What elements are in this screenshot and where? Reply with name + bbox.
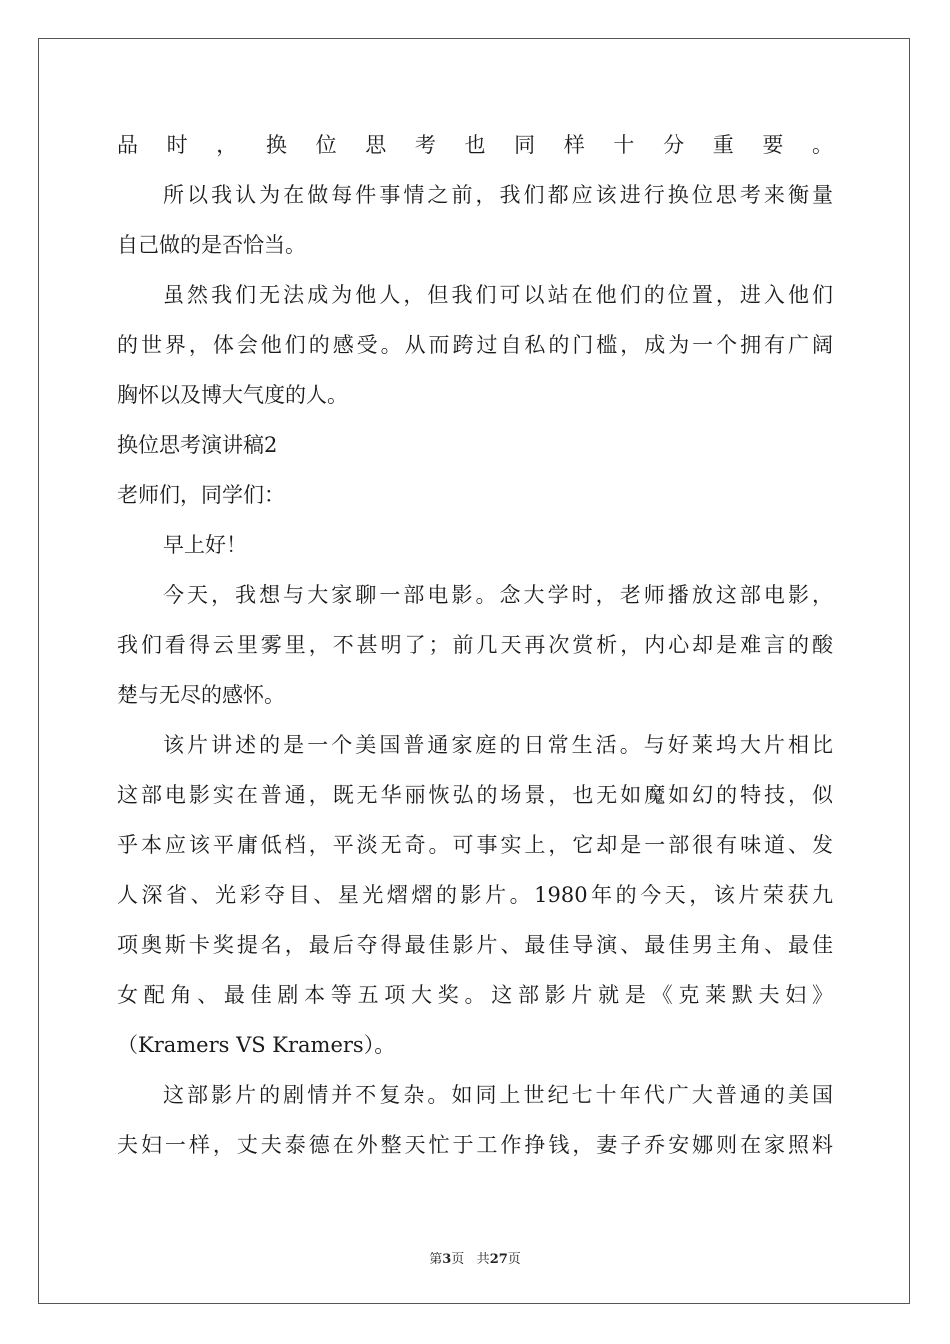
document-body <box>117 120 833 1170</box>
total-unit: 页 <box>507 1252 521 1267</box>
page-number: 3 <box>442 1252 452 1267</box>
text-line: 该片讲述的是一个美国普通家庭的日常生活。与好莱坞大片相比 <box>163 733 833 757</box>
text-line: 所以我认为在做每件事情之前，我们都应该进行换位思考来衡量 <box>163 183 833 207</box>
page-prefix: 第 <box>429 1252 443 1267</box>
text-line: 项奥斯卡奖提名，最后夺得最佳影片、最佳导演、最佳男主角、最佳 <box>117 933 833 957</box>
greeting: 早上好！ <box>163 533 247 557</box>
text-line: 乎本应该平庸低档，平淡无奇。可事实上，它却是一部很有味道、发 <box>117 833 833 857</box>
text-line: 我们看得云里雾里，不甚明了；前几天再次赏析，内心却是难言的酸 <box>117 633 833 657</box>
text-line: 人深省、光彩夺目、星光熠熠的影片。1980年的今天，该片荣获九 <box>117 883 833 907</box>
page-footer <box>0 1248 950 1267</box>
text-line: 品时，换位思考也同样十分重要。 <box>117 133 833 157</box>
text-line: 虽然我们无法成为他人，但我们可以站在他们的位置，进入他们 <box>163 283 833 307</box>
text-line: 自己做的是否恰当。 <box>117 233 306 257</box>
text-line: 的世界，体会他们的感受。从而跨过自私的门槛，成为一个拥有广阔 <box>117 333 833 357</box>
text-line: （Kramers VS Kramers）。 <box>117 1033 396 1057</box>
text-line: 今天，我想与大家聊一部电影。念大学时，老师播放这部电影， <box>163 583 833 607</box>
text-line: 女配角、最佳剧本等五项大奖。这部影片就是《克莱默夫妇》 <box>117 983 833 1007</box>
text-line: 楚与无尽的感怀。 <box>117 683 285 707</box>
text-line: 这部电影实在普通，既无华丽恢弘的场景，也无如魔如幻的特技，似 <box>117 783 833 807</box>
text-line: 胸怀以及博大气度的人。 <box>117 383 348 407</box>
section-title: 换位思考演讲稿2 <box>117 433 278 457</box>
salutation: 老师们，同学们： <box>117 483 285 507</box>
text-line: 这部影片的剧情并不复杂。如同上世纪七十年代广大普通的美国 <box>163 1083 833 1107</box>
total-prefix: 共 <box>476 1252 490 1267</box>
total-pages: 27 <box>489 1252 508 1267</box>
page-unit: 页 <box>451 1252 465 1267</box>
text-line: 夫妇一样，丈夫泰德在外整天忙于工作挣钱，妻子乔安娜则在家照料 <box>117 1133 833 1157</box>
